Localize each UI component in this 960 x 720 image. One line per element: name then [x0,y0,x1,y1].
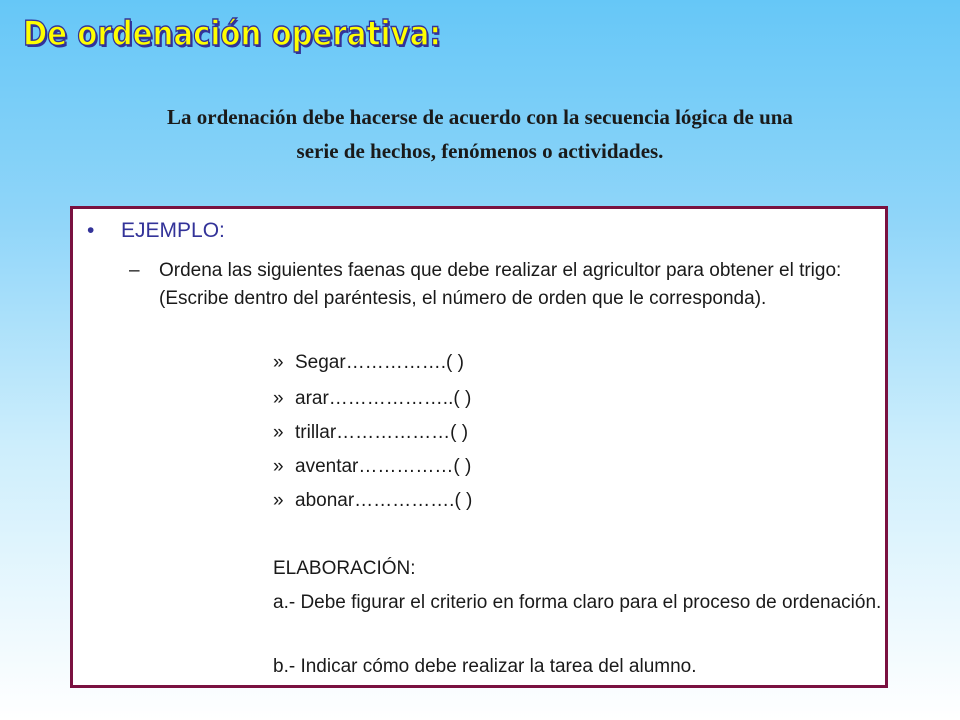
content-box [70,206,888,688]
example-heading: EJEMPLO: [121,219,225,242]
instruction-text: Ordena las siguientes faenas que debe realizar el agricultor para obtener el trigo:(Escribe dentro del paréntesis, el número de orden que le corresponda). [159,260,842,309]
elaboration-point-a-text: a.- Debe figurar el criterio en forma claro para el proceso de ordenación. [273,592,882,613]
task-marker: » [273,352,284,373]
elaboration-heading: ELABORACIÓN: [273,558,416,579]
subtitle-line-1: La ordenación debe hacerse de acuerdo con la secuencia lógica de una [167,105,793,129]
dash-marker: – [129,260,140,281]
bullet-marker: • [87,219,95,242]
task-marker: » [273,456,284,477]
slide-title: De ordenación operativa: [22,14,442,54]
slide-subtitle [60,100,900,168]
task-label: arar………………..( ) [295,388,472,409]
instruction-row [129,257,869,313]
task-marker: » [273,490,284,511]
task-label: trillar………………( ) [295,422,469,443]
task-marker: » [273,388,284,409]
task-label: abonar…………….( ) [295,490,473,511]
task-label: Segar…………….( ) [295,352,464,373]
elaboration-point-a [273,589,883,617]
task-label: aventar……………( ) [295,456,472,477]
elaboration-point-b: b.- Indicar cómo debe realizar la tarea del alumno. [273,656,697,677]
task-marker: » [273,422,284,443]
subtitle-line-2: serie de hechos, fenómenos o actividades. [296,139,664,163]
